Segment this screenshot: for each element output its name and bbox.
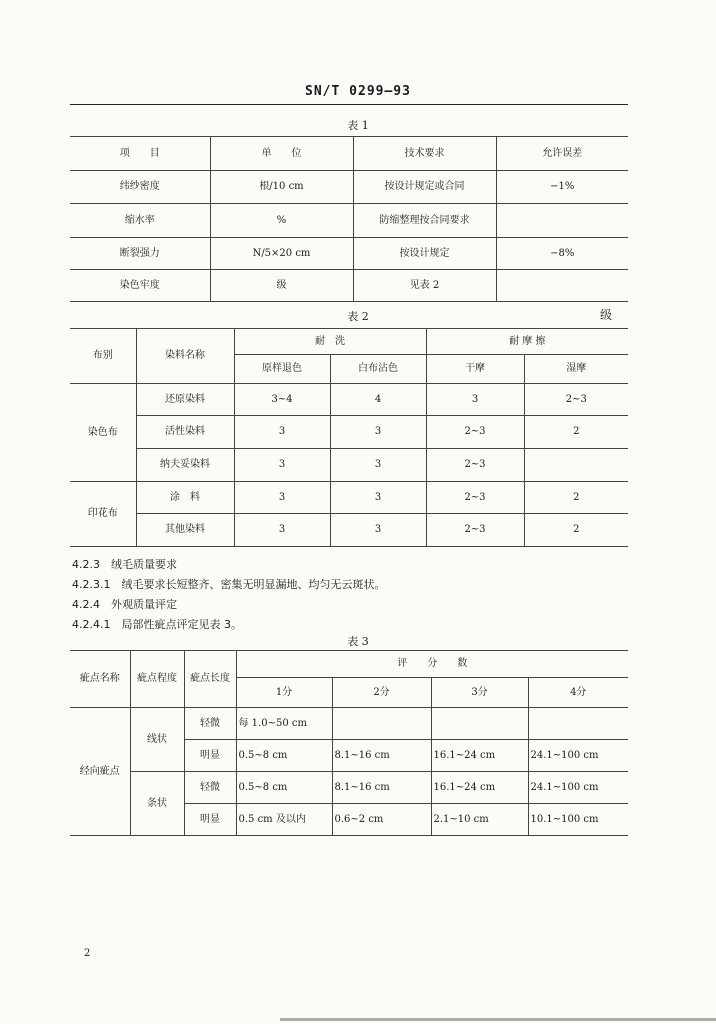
- table-cell: 3: [234, 514, 330, 547]
- table-cell: 2.1~10 cm: [431, 804, 528, 836]
- table-cell: −8%: [496, 238, 628, 270]
- table-cell: 8.1~16 cm: [332, 772, 431, 804]
- table-cell: 2~3: [524, 384, 628, 416]
- table2: [70, 328, 628, 547]
- table-cell: 2: [524, 416, 628, 449]
- table-cell: 8.1~16 cm: [332, 740, 431, 772]
- table-cell: 3: [330, 416, 426, 449]
- table-cell: 按设计规定或合同: [353, 171, 496, 204]
- table-row: [70, 482, 628, 514]
- table-cell: 防缩整理按合同要求: [353, 204, 496, 238]
- table-cell: 还原染料: [136, 384, 234, 416]
- table-cell: 4: [330, 384, 426, 416]
- table-cell: 级: [210, 270, 353, 302]
- table-cell: 每 1.0~50 cm: [236, 708, 332, 740]
- table-cell: 纬纱密度: [70, 171, 210, 204]
- table-cell: 染色牢度: [70, 270, 210, 302]
- table-cell: 24.1~100 cm: [528, 740, 628, 772]
- table3-type-line: 线状: [130, 708, 184, 772]
- table-cell: %: [210, 204, 353, 238]
- table-row: [70, 384, 628, 416]
- table-cell: 3: [330, 482, 426, 514]
- header-rule: [70, 104, 628, 105]
- table-cell: 0.5~8 cm: [236, 772, 332, 804]
- section-4-2-3-1: 4.2.3.1 绒毛要求长短整齐、密集无明显漏地、均匀无云斑状。: [72, 578, 386, 591]
- table-row: [70, 204, 628, 238]
- table2-unit: 级: [600, 308, 613, 322]
- table-cell: 根/10 cm: [210, 171, 353, 204]
- table-cell: 3: [330, 514, 426, 547]
- table2-h-wash: 耐 洗: [234, 329, 426, 355]
- table-cell: 其他染料: [136, 514, 234, 547]
- table3-score-1: 1分: [236, 678, 332, 708]
- table2-h-stain: 白布沾色: [330, 355, 426, 384]
- table-cell: 明显: [184, 804, 236, 836]
- table1-header-row: [70, 137, 628, 171]
- table-cell: 缩水率: [70, 204, 210, 238]
- table-cell: 0.5~8 cm: [236, 740, 332, 772]
- table-cell: 3: [234, 416, 330, 449]
- table3: [70, 650, 628, 836]
- table-row: [70, 514, 628, 547]
- table2-h-cloth: 布别: [70, 329, 136, 384]
- table-cell: 10.1~100 cm: [528, 804, 628, 836]
- table-cell: 3: [426, 384, 524, 416]
- table3-h-degree: 疵点程度: [130, 651, 184, 708]
- table3-type-strip: 条状: [130, 772, 184, 836]
- table-cell: [332, 708, 431, 740]
- table-cell: N/5×20 cm: [210, 238, 353, 270]
- table2-h-wet: 湿摩: [524, 355, 628, 384]
- table1-h-tol: 允许误差: [496, 137, 628, 171]
- table-cell: 2~3: [426, 482, 524, 514]
- table-cell: 16.1~24 cm: [431, 772, 528, 804]
- table-cell: 16.1~24 cm: [431, 740, 528, 772]
- table1: [70, 136, 628, 302]
- table1-h-req: 技术要求: [353, 137, 496, 171]
- table2-h-dye: 染料名称: [136, 329, 234, 384]
- table-cell: 3: [330, 449, 426, 482]
- table-cell: 0.6~2 cm: [332, 804, 431, 836]
- table-cell: 涂 料: [136, 482, 234, 514]
- table-cell: 2: [524, 482, 628, 514]
- table2-group-printed: 印花布: [70, 482, 136, 547]
- table-row: [70, 772, 628, 804]
- table-cell: 24.1~100 cm: [528, 772, 628, 804]
- table-cell: 纳夫妥染料: [136, 449, 234, 482]
- table-row: [70, 171, 628, 204]
- table3-h-name: 疵点名称: [70, 651, 130, 708]
- table3-caption: 表 3: [347, 635, 369, 648]
- table1-caption: 表 1: [347, 119, 369, 132]
- table-row: [70, 449, 628, 482]
- table1-h-unit: 单 位: [210, 137, 353, 171]
- table2-h-rub: 耐 摩 擦: [426, 329, 628, 355]
- table-cell: 活性染料: [136, 416, 234, 449]
- table-cell: 3~4: [234, 384, 330, 416]
- table-row: [70, 708, 628, 740]
- table-cell: −1%: [496, 171, 628, 204]
- table-cell: 按设计规定: [353, 238, 496, 270]
- table-row: [70, 238, 628, 270]
- table-row: [70, 416, 628, 449]
- table-cell: 2: [524, 514, 628, 547]
- table3-h-length: 疵点长度: [184, 651, 236, 708]
- section-4-2-4-1: 4.2.4.1 局部性疵点评定见表 3。: [72, 618, 242, 631]
- table-cell: 3: [234, 449, 330, 482]
- table-cell: 断裂强力: [70, 238, 210, 270]
- table-cell: [496, 204, 628, 238]
- table-cell: [528, 708, 628, 740]
- table2-header-row: [70, 329, 628, 355]
- doc-header: SN/T 0299—93: [305, 84, 411, 99]
- table-cell: 2~3: [426, 514, 524, 547]
- table3-score-3: 3分: [431, 678, 528, 708]
- table-cell: 轻微: [184, 772, 236, 804]
- table-cell: [431, 708, 528, 740]
- table-cell: 轻微: [184, 708, 236, 740]
- table-cell: 见表 2: [353, 270, 496, 302]
- table2-h-fade: 原样退色: [234, 355, 330, 384]
- table3-h-score: 评 分 数: [236, 651, 628, 678]
- table-cell: [524, 449, 628, 482]
- table3-score-2: 2分: [332, 678, 431, 708]
- table3-header-row: [70, 651, 628, 678]
- section-4-2-3: 4.2.3 绒毛质量要求: [72, 558, 177, 571]
- table1-h-item: 项 目: [70, 137, 210, 171]
- table-cell: 明显: [184, 740, 236, 772]
- table3-score-4: 4分: [528, 678, 628, 708]
- table3-defect-name: 经向疵点: [70, 708, 130, 836]
- table-row: [70, 270, 628, 302]
- table2-group-dyed: 染色布: [70, 384, 136, 482]
- table-cell: 2~3: [426, 449, 524, 482]
- table2-caption: 表 2: [347, 310, 369, 323]
- table-cell: 3: [234, 482, 330, 514]
- table-cell: 0.5 cm 及以内: [236, 804, 332, 836]
- scan-artifact-line: [280, 1018, 716, 1021]
- table2-h-dry: 干摩: [426, 355, 524, 384]
- section-4-2-4: 4.2.4 外观质量评定: [72, 598, 177, 611]
- table-cell: [496, 270, 628, 302]
- page-number: 2: [84, 948, 91, 959]
- table-cell: 2~3: [426, 416, 524, 449]
